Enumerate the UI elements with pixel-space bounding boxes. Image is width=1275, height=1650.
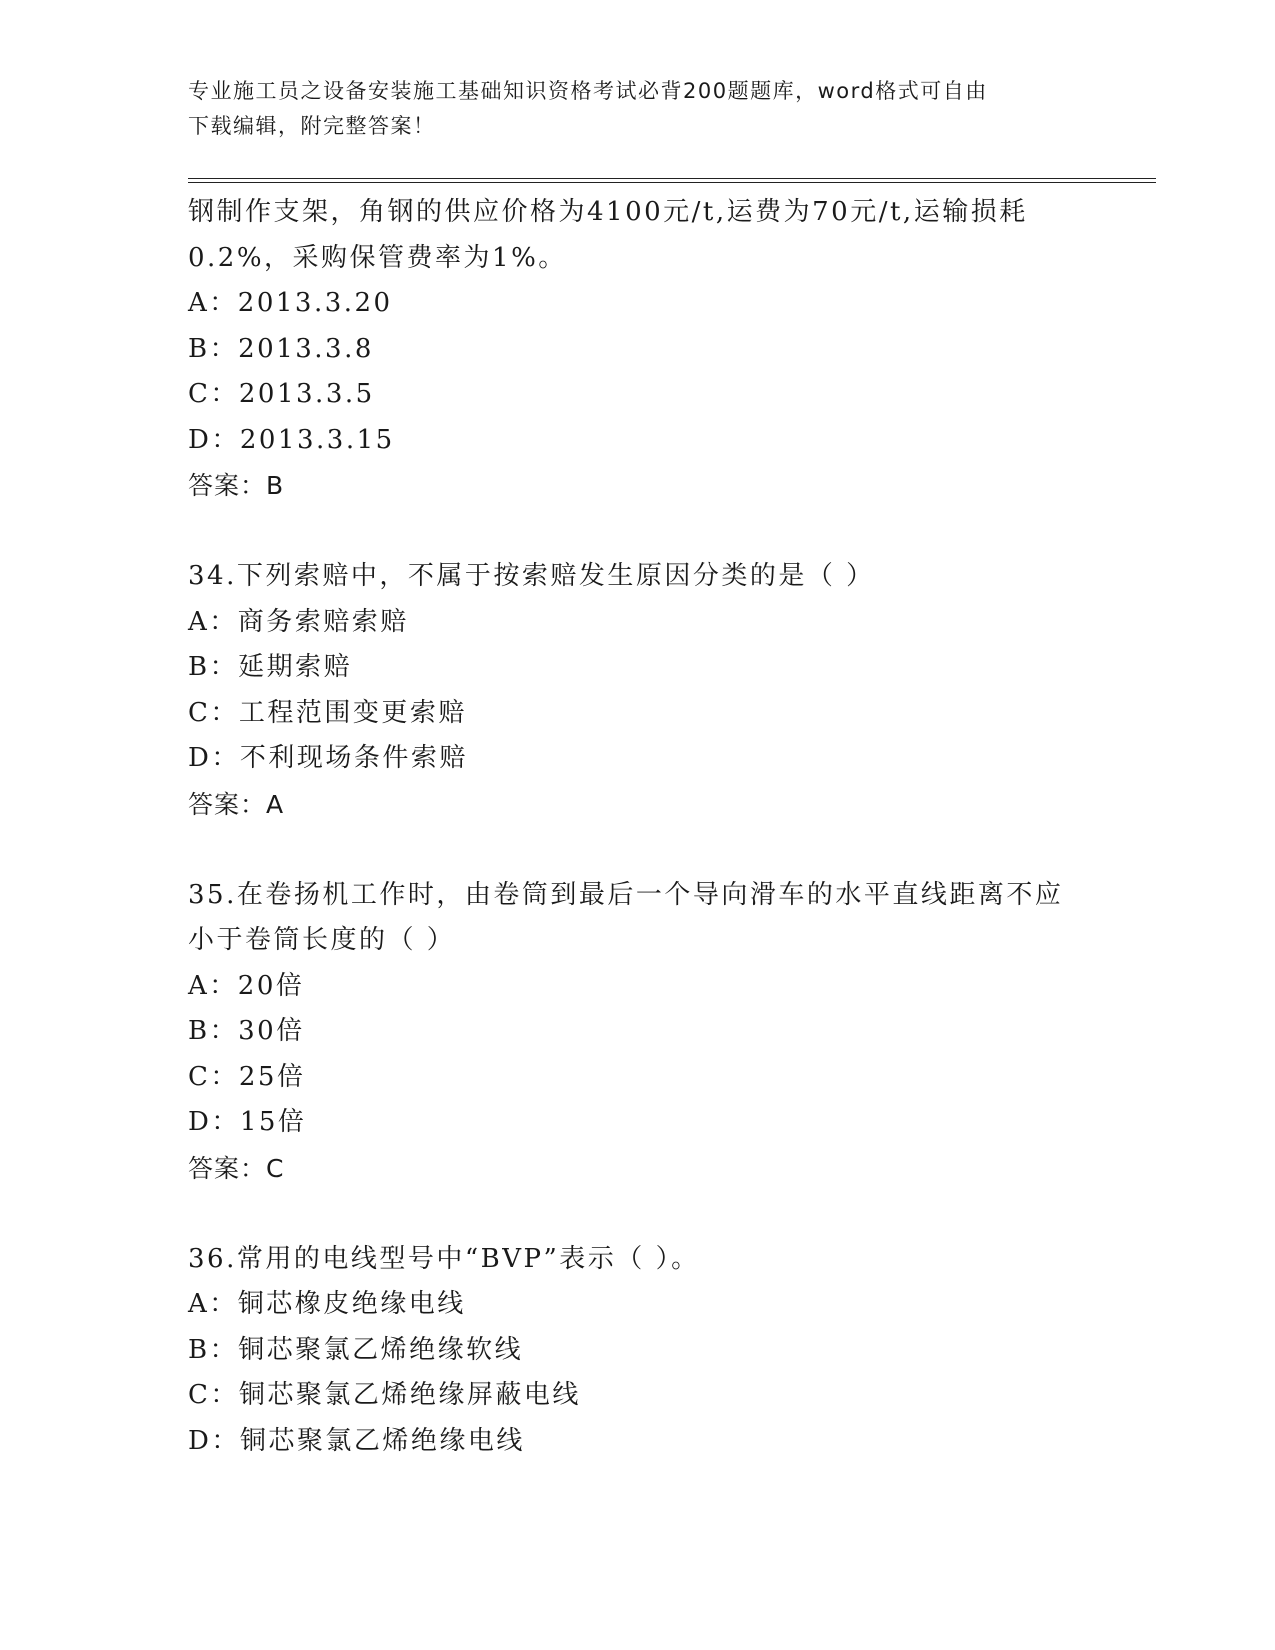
question-34 <box>188 554 1088 827</box>
question-content <box>188 190 1088 1464</box>
option-b: B：延期索赔 <box>188 652 353 682</box>
header-title-line-2: 下载编辑，附完整答案！ <box>188 114 436 138</box>
option-a: A：2013.3.20 <box>188 288 393 318</box>
question-stem-line: 36.常用的电线型号中“BVP”表示（ ）。 <box>188 1243 700 1274</box>
option-b: B：2013.3.8 <box>188 333 374 364</box>
question-35 <box>188 873 1088 1192</box>
option-c: C：2013.3.5 <box>188 379 375 409</box>
option-a: A：20倍 <box>188 970 305 1001</box>
option-a: A：铜芯橡皮绝缘电线 <box>188 1289 466 1319</box>
option-b: B：铜芯聚氯乙烯绝缘软线 <box>188 1334 524 1365</box>
option-b: B：30倍 <box>188 1016 305 1046</box>
document-header <box>188 74 1068 144</box>
option-c: C：铜芯聚氯乙烯绝缘屏蔽电线 <box>188 1380 581 1410</box>
question-stem-line: 小于卷筒长度的（ ） <box>188 925 456 955</box>
option-c: C：25倍 <box>188 1061 306 1092</box>
question-stem-line: 钢制作支架，角钢的供应价格为4100元/t,运费为70元/t,运输损耗 <box>188 197 1028 227</box>
answer-line: 答案：C <box>188 1153 285 1183</box>
header-title-line-1: 专业施工员之设备安装施工基础知识资格考试必背200题题库，word格式可自由 <box>188 79 988 103</box>
option-a: A：商务索赔索赔 <box>188 606 409 637</box>
option-d: D：不利现场条件索赔 <box>188 743 468 773</box>
option-d: D：2013.3.15 <box>188 424 395 455</box>
option-d: D：15倍 <box>188 1107 307 1137</box>
question-36 <box>188 1237 1088 1465</box>
question-33-continued <box>188 190 1088 509</box>
answer-line: 答案：B <box>188 471 285 500</box>
question-stem-line: 34.下列索赔中，不属于按索赔发生原因分类的是（ ） <box>188 561 875 591</box>
option-c: C：工程范围变更索赔 <box>188 697 467 728</box>
question-stem-line: 0.2%，采购保管费率为1%。 <box>188 242 567 273</box>
answer-line: 答案：A <box>188 789 285 819</box>
header-double-rule <box>188 178 1156 183</box>
option-d: D：铜芯聚氯乙烯绝缘电线 <box>188 1425 525 1456</box>
question-stem-line: 35.在卷扬机工作时，由卷筒到最后一个导向滑车的水平直线距离不应 <box>188 879 1064 910</box>
